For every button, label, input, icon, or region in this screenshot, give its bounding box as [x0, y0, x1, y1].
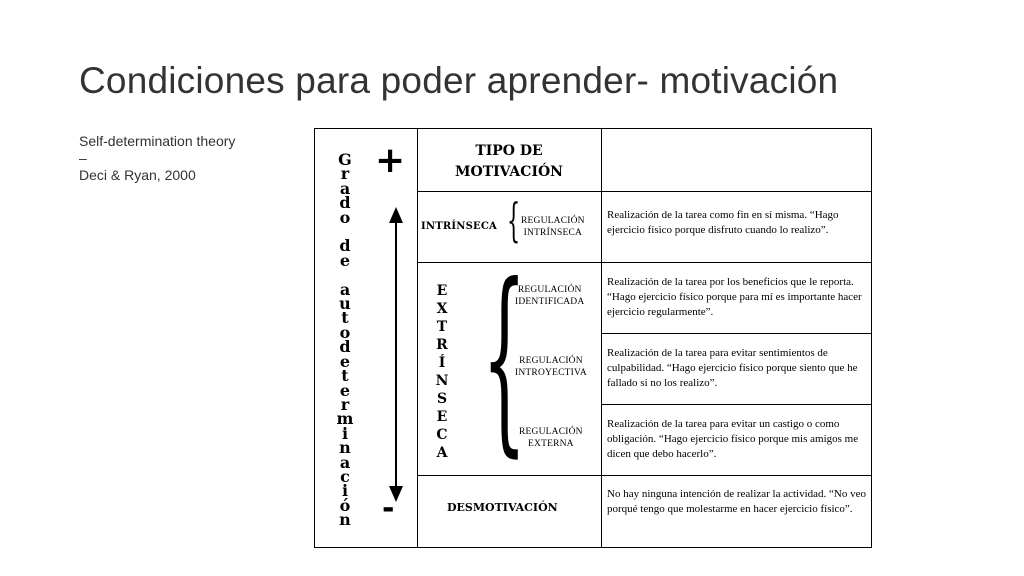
slide-title: Condiciones para poder aprender- motivación	[79, 60, 839, 101]
regulacion-identificada-label: REGULACIÓN IDENTIFICADA	[515, 285, 585, 307]
regulacion-externa-label: REGULACIÓN EXTERNA	[519, 427, 583, 449]
desc-identificada: Realización de la tarea por los beneficios que le reporta. “Hago ejercicio físico porque para mí es importante hacer ejercicio regularmente”.	[607, 276, 862, 318]
sidebar-text	[79, 133, 235, 184]
regulacion-introyectiva-label: REGULACIÓN INTROYECTIVA	[515, 356, 587, 378]
minus-sign: -	[382, 491, 395, 526]
row-divider-5	[417, 475, 871, 476]
theory-name: Self-determination theory	[79, 133, 236, 149]
desmotivacion-label: DESMOTIVACIÓN	[447, 501, 558, 514]
double-arrow-shaft	[395, 221, 397, 489]
dash: –	[79, 150, 87, 166]
extrinseca-label: E X T R Í N S E C A	[435, 283, 449, 461]
desc-desmotivacion: No hay ninguna intención de realizar la actividad. “No veo porqué tengo que molestarme en hacer ejercicio físico”.	[607, 488, 867, 515]
row-divider-1	[417, 191, 871, 192]
row-divider-3	[601, 333, 871, 334]
intrinseca-label: INTRÍNSECA	[421, 221, 497, 232]
desc-intrinseca: Realización de la tarea como fin en sí misma. “Hago ejercicio físico porque disfruto cuando lo realizo”.	[607, 209, 839, 236]
plus-sign: +	[375, 140, 406, 181]
vertical-title: G r a d o d e a u t o d e t e r m i n a c i ó n	[336, 150, 354, 530]
type-header: TIPO DE MOTIVACIÓN	[455, 143, 563, 180]
motivation-figure	[314, 128, 872, 548]
citation: Deci & Ryan, 2000	[79, 167, 196, 183]
big-brace-icon: {	[482, 242, 527, 475]
arrow-down-icon	[389, 486, 403, 502]
row-divider-4	[601, 404, 871, 405]
regulacion-intrinseca-label: REGULACIÓN INTRÍNSECA	[521, 216, 585, 238]
desc-introyectiva: Realización de la tarea para evitar sentimientos de culpabilidad. “Hago ejercicio físico porque siento que he fallado si no los realizo”.	[607, 347, 858, 389]
desc-externa: Realización de la tarea para evitar un castigo o como obligación. “Hago ejercicio físico porque mis amigos me dicen que debo hacerlo”.	[607, 418, 859, 460]
brace-icon: {	[507, 193, 521, 247]
